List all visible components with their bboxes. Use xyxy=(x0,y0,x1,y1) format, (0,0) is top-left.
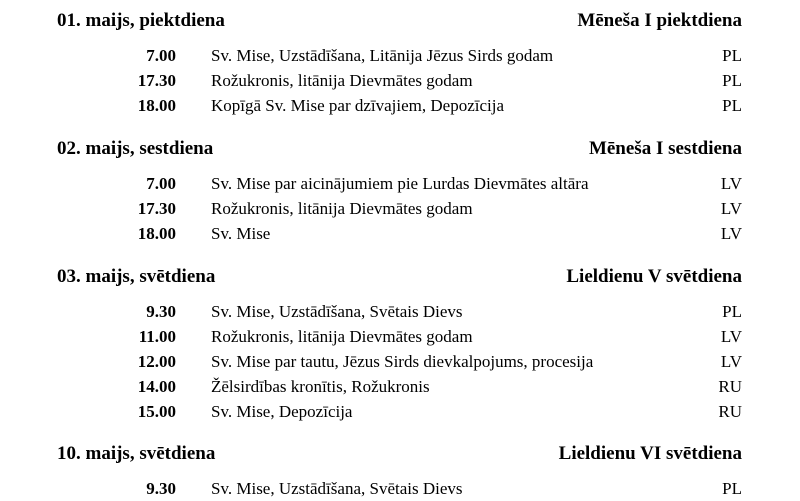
event-language: LV xyxy=(720,327,742,346)
event-description: Sv. Mise xyxy=(211,224,271,243)
day-section-1 xyxy=(0,4,800,118)
event-language: RU xyxy=(718,377,742,396)
event-time: 7.00 xyxy=(146,174,176,193)
event-description: Kopīgā Sv. Mise par dzīvajiem, Depozīcija xyxy=(211,96,505,115)
day-section-4 xyxy=(0,437,800,501)
event-row xyxy=(0,196,800,221)
day-header xyxy=(0,437,800,467)
event-language: PL xyxy=(722,46,742,65)
day-date: 10. maijs, svētdiena xyxy=(57,443,216,464)
event-description: Sv. Mise, Uzstādīšana, Svētais Dievs xyxy=(211,479,463,498)
event-time: 11.00 xyxy=(138,327,176,346)
day-section-3 xyxy=(0,260,800,424)
day-header xyxy=(0,4,800,34)
event-row xyxy=(0,399,800,424)
event-time: 9.30 xyxy=(146,302,176,321)
event-time: 12.00 xyxy=(137,352,176,371)
event-row xyxy=(0,68,800,93)
event-row xyxy=(0,221,800,246)
day-date: 02. maijs, sestdiena xyxy=(57,138,214,159)
event-language: RU xyxy=(718,402,742,421)
event-time: 18.00 xyxy=(137,96,176,115)
day-date: 03. maijs, svētdiena xyxy=(57,266,216,287)
day-header xyxy=(0,132,800,162)
liturgical-day-title: Mēneša I sestdiena xyxy=(588,138,742,159)
event-language: PL xyxy=(722,71,742,90)
event-description: Rožukronis, litānija Dievmātes godam xyxy=(211,327,473,346)
event-language: LV xyxy=(720,174,742,193)
event-row xyxy=(0,349,800,374)
day-date: 01. maijs, piektdiena xyxy=(57,10,225,31)
event-language: LV xyxy=(720,199,742,218)
event-description: Sv. Mise, Uzstādīšana, Svētais Dievs xyxy=(211,302,463,321)
event-time: 15.00 xyxy=(137,402,176,421)
event-language: LV xyxy=(720,224,742,243)
event-row xyxy=(0,171,800,196)
liturgical-day-title: Mēneša I piektdiena xyxy=(577,10,742,31)
event-description: Sv. Mise par aicinājumiem pie Lurdas Dievmātes altāra xyxy=(211,174,589,193)
event-language: PL xyxy=(722,96,742,115)
event-time: 17.30 xyxy=(137,199,176,218)
event-description: Rožukronis, litānija Dievmātes godam xyxy=(211,199,473,218)
day-header xyxy=(0,260,800,290)
event-row xyxy=(0,476,800,501)
event-language: PL xyxy=(722,479,742,498)
event-time: 14.00 xyxy=(137,377,176,396)
event-row xyxy=(0,93,800,118)
liturgical-day-title: Lieldienu VI svētdiena xyxy=(558,443,742,464)
event-description: Sv. Mise, Depozīcija xyxy=(211,402,353,421)
event-time: 7.00 xyxy=(146,46,176,65)
event-row xyxy=(0,43,800,68)
liturgical-day-title: Lieldienu V svētdiena xyxy=(566,266,742,287)
day-section-2 xyxy=(0,132,800,246)
event-description: Rožukronis, litānija Dievmātes godam xyxy=(211,71,473,90)
event-row xyxy=(0,374,800,399)
event-description: Sv. Mise, Uzstādīšana, Litānija Jēzus Sirds godam xyxy=(211,46,554,65)
event-time: 18.00 xyxy=(137,224,176,243)
event-language: PL xyxy=(722,302,742,321)
event-time: 9.30 xyxy=(146,479,176,498)
event-description: Sv. Mise par tautu, Jēzus Sirds dievkalpojums, procesija xyxy=(211,352,594,371)
event-language: LV xyxy=(720,352,742,371)
event-row xyxy=(0,324,800,349)
event-time: 17.30 xyxy=(137,71,176,90)
event-description: Žēlsirdības kronītis, Rožukronis xyxy=(211,377,430,396)
event-row xyxy=(0,299,800,324)
